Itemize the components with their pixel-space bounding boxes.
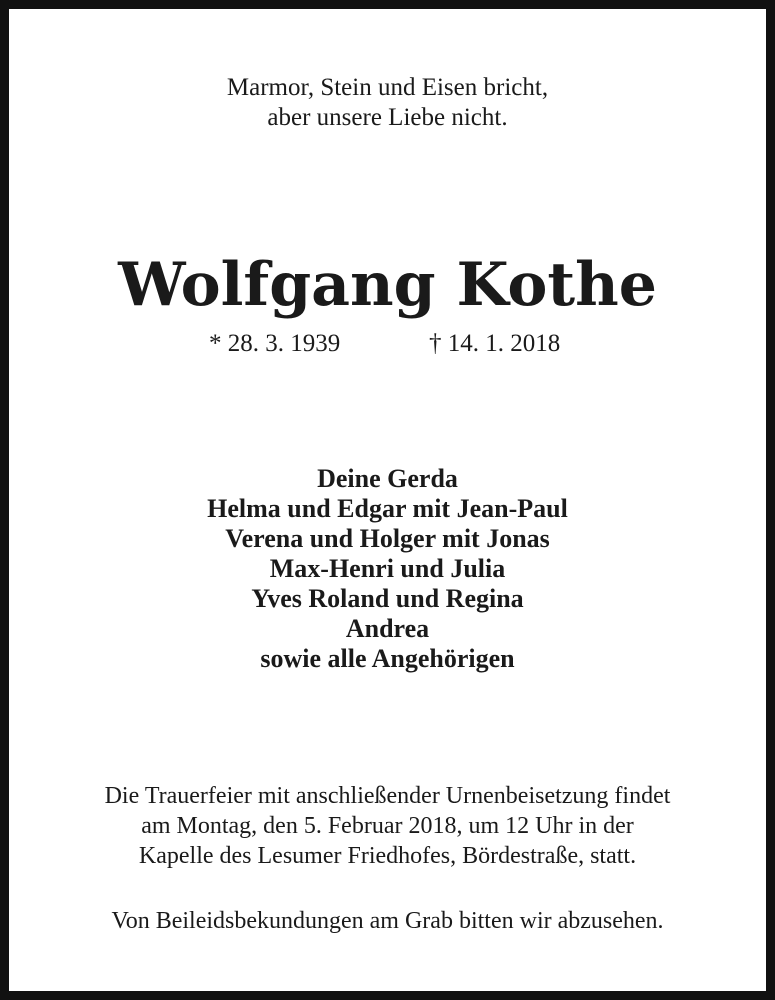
service-line-1: Die Trauerfeier mit anschließender Urnenbeisetzung findet [104,783,671,809]
family-member: Andrea [345,614,430,643]
family-member: Helma und Edgar mit Jean-Paul [207,494,568,523]
deceased-name: Wolfgang Kothe [118,250,657,320]
motto-line-1: Marmor, Stein und Eisen bricht, [226,74,549,101]
birth-date: * 28. 3. 1939 [209,330,341,357]
family-list [9,464,766,674]
motto-line-2: aber unsere Liebe nicht. [267,104,508,131]
motto [9,73,766,133]
service-notice [9,781,766,871]
service-line-3: Kapelle des Lesumer Friedhofes, Bördestraße, statt. [138,843,637,869]
family-member: Max-Henri und Julia [269,554,506,583]
service-line-2: am Montag, den 5. Februar 2018, um 12 Uhr in der [141,813,634,839]
family-member: sowie alle Angehörigen [260,644,515,673]
family-member: Deine Gerda [317,464,458,493]
family-member: Verena und Holger mit Jonas [225,524,550,553]
family-member: Yves Roland und Regina [251,584,524,613]
condolence-note: Von Beileidsbekundungen am Grab bitten wir abzusehen. [111,908,664,934]
death-date: † 14. 1. 2018 [429,330,561,357]
